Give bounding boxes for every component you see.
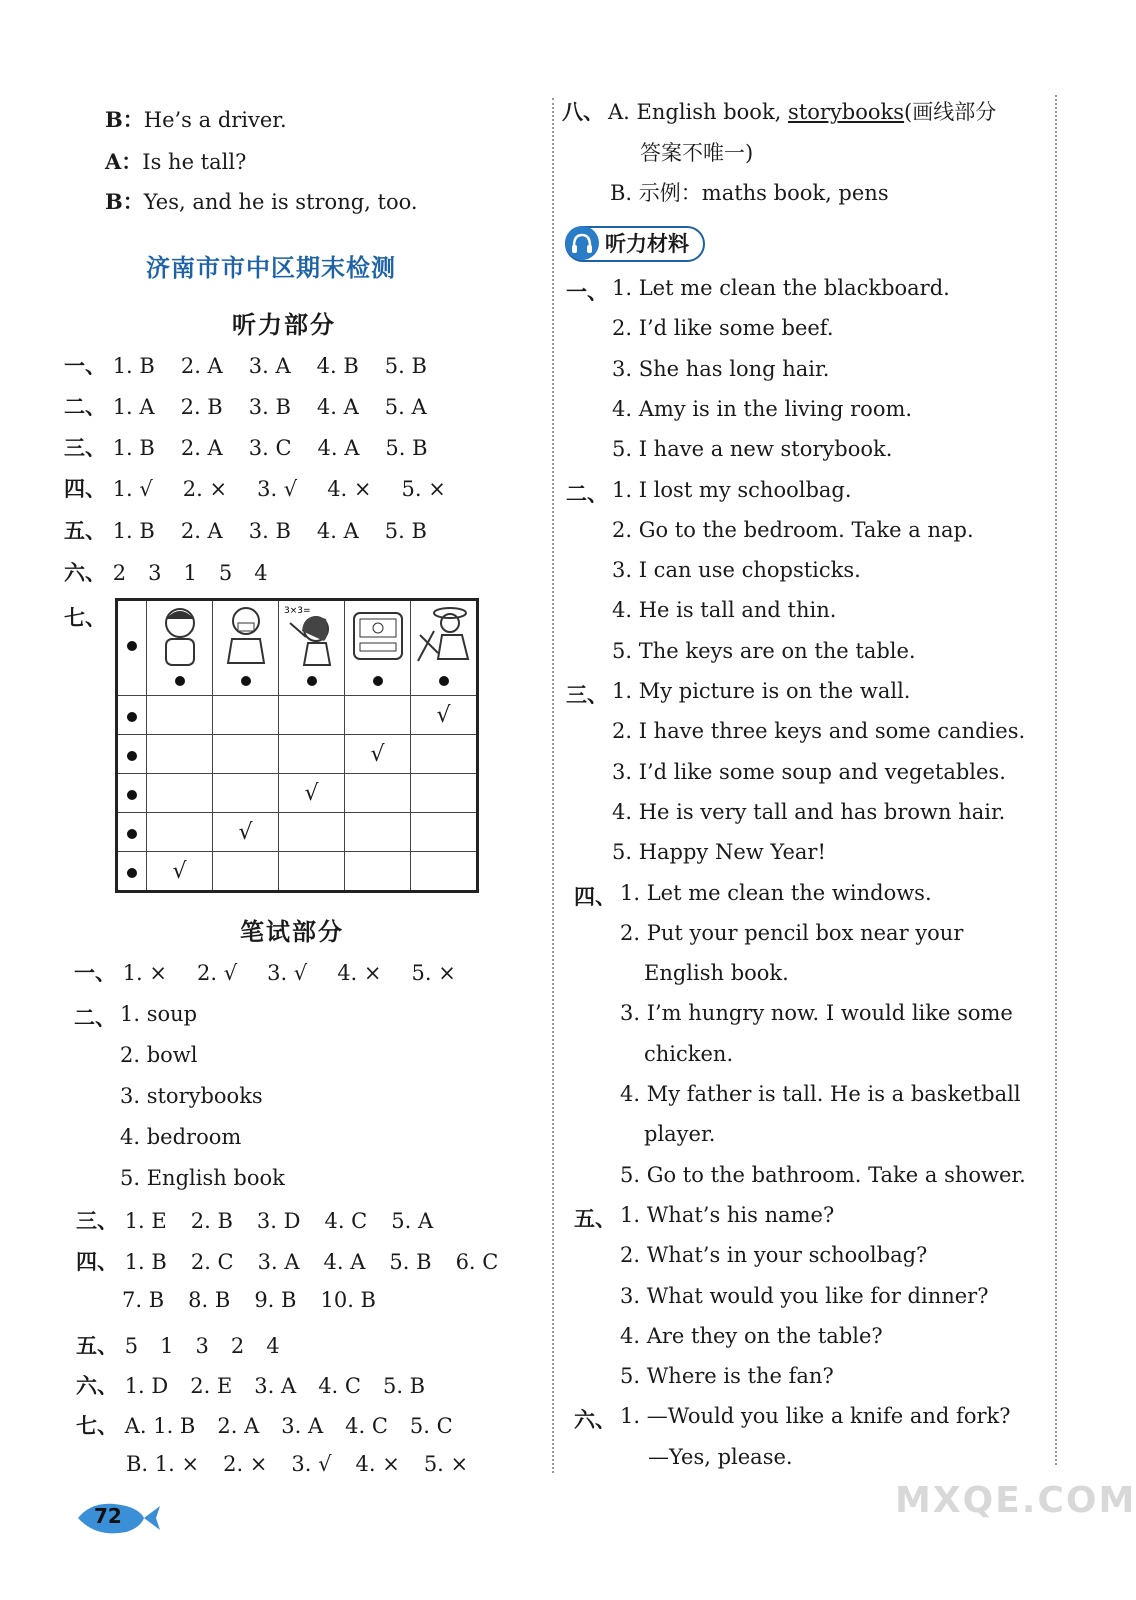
answer: 3. A — [281, 1414, 324, 1438]
grid-cell — [147, 813, 213, 852]
answer: 4 — [266, 1334, 280, 1358]
written-row-4a: 四、 1. B 2. C 3. A 4. A 5. B 6. C — [76, 1249, 499, 1274]
q8-a-note: 答案不唯一) — [640, 141, 754, 165]
bullet-dot — [127, 641, 137, 651]
answer: 1. E — [124, 1209, 167, 1233]
script-line: 3. I can use chopsticks. — [612, 558, 861, 583]
answer: 3. A — [257, 1250, 300, 1274]
answer: B. 1. × — [126, 1452, 200, 1476]
answer: 4. A — [323, 1250, 366, 1274]
script-line: 1. What’s his name? — [620, 1202, 835, 1227]
answer: 1. B — [112, 436, 155, 460]
page-number: 72 — [94, 1504, 122, 1528]
listening-material-badge: 听力材料 — [565, 226, 705, 262]
answer: 8. B — [188, 1288, 231, 1312]
grid-cell — [345, 813, 411, 852]
section-label: 三、 — [566, 682, 608, 707]
section-label: 四、 — [574, 883, 616, 909]
bullet-dot — [127, 712, 137, 722]
answer: 2. √ — [197, 961, 238, 985]
grid-cell — [411, 813, 478, 852]
answer: 4. C — [318, 1374, 361, 1398]
answer: 2. E — [190, 1374, 233, 1398]
answer: 5. × — [401, 477, 446, 501]
grid-cell — [147, 735, 213, 774]
grid-cell — [279, 696, 345, 735]
written-row-3: 三、 1. E 2. B 3. D 4. C 5. A — [76, 1208, 434, 1233]
answer: 3. √ — [291, 1452, 332, 1476]
script-line: chicken. — [644, 1041, 734, 1066]
answer: 1. B — [112, 519, 155, 543]
section-label: 五、 — [574, 1205, 616, 1231]
q7-label: 七、 — [64, 605, 106, 630]
answer: 4. B — [316, 354, 359, 378]
bullet-dot — [127, 751, 137, 761]
script-line: English book. — [644, 961, 789, 986]
answer: 2. × — [223, 1452, 268, 1476]
script-line: 1. —Would you like a knife and fork? — [620, 1404, 1011, 1429]
answer: 5. B — [385, 436, 428, 460]
answer: 5. A — [391, 1209, 434, 1233]
picture-boy — [147, 600, 213, 696]
script-line: 4. He is very tall and has brown hair. — [612, 799, 1006, 824]
q8-label: 八、 — [562, 99, 604, 124]
answer: 2 — [230, 1334, 245, 1358]
q8-a-line: A. English book, storybooks(画线部分 — [608, 100, 997, 124]
dialogue-line-3: B：Yes, and he is strong, too. — [105, 189, 418, 214]
answer: 3. A — [248, 354, 291, 378]
grid-cell — [345, 852, 411, 892]
written-2-line: 5. English book — [120, 1166, 285, 1190]
script-line: player. — [644, 1122, 716, 1147]
answer: 1. B — [124, 1250, 167, 1274]
grid-cell — [345, 696, 411, 735]
answer: 5. B — [382, 1374, 426, 1398]
script-line: 3. She has long hair. — [612, 356, 830, 381]
answer: 4. C — [324, 1209, 368, 1233]
answer: 3. B — [248, 395, 291, 419]
script-line: 1. My picture is on the wall. — [612, 679, 911, 703]
grid-cell: √ — [279, 774, 345, 813]
doctor-illustration — [216, 601, 276, 689]
answer: 5. B — [389, 1250, 432, 1274]
grid-cell — [279, 735, 345, 774]
script-line: 2. What’s in your schoolbag? — [620, 1243, 928, 1268]
page-number-badge — [80, 1500, 150, 1534]
grid-cell: √ — [147, 852, 213, 892]
headphones-icon — [565, 226, 599, 260]
bullet-dot — [127, 829, 137, 839]
section-label: 二、 — [566, 480, 608, 506]
answer: 3. C — [248, 436, 292, 460]
script-line: 4. My father is tall. He is a basketball — [620, 1082, 1021, 1106]
grid-cell: √ — [345, 735, 411, 774]
script-line: 5. Happy New Year! — [612, 840, 826, 865]
boy-illustration — [150, 601, 210, 689]
written-2-line: 2. bowl — [120, 1043, 198, 1067]
answer: 1. × — [122, 961, 167, 985]
answer: 2. C — [190, 1250, 234, 1274]
script-line: 1. Let me clean the blackboard. — [612, 276, 950, 300]
bullet-dot — [127, 868, 137, 878]
grid-cell — [345, 774, 411, 813]
answer: 3 — [195, 1334, 209, 1358]
answer-row-5: 五、 1. B 2. A 3. B 4. A 5. B — [64, 518, 427, 543]
answer: 3. √ — [257, 477, 298, 501]
script-line: 4. He is tall and thin. — [612, 598, 837, 623]
picture-farmer — [411, 600, 478, 696]
script-line: 1. I lost my schoolbag. — [612, 477, 852, 502]
answer: 3 — [148, 561, 162, 585]
watermark: MXQE.COM — [895, 1480, 1136, 1521]
written-row-5: 五、 5 1 3 2 4 — [76, 1333, 280, 1358]
picture-doctor — [213, 600, 279, 696]
answer-row-4: 四、 1. √ 2. × 3. √ 4. × 5. × — [64, 476, 446, 501]
answer: 1 — [160, 1334, 174, 1358]
grid-cell — [147, 696, 213, 735]
listening-section-title: 听力部分 — [232, 311, 336, 339]
written-2-line: 4. bedroom — [120, 1125, 242, 1149]
answer: 5. × — [411, 961, 456, 985]
bullet-dot — [127, 790, 137, 800]
script-line: 2. I have three keys and some candies. — [612, 719, 1026, 744]
written-row-4b — [122, 1288, 376, 1312]
answer: 4. A — [316, 395, 359, 419]
grid-cell: √ — [411, 696, 478, 735]
script-line: 5. Go to the bathroom. Take a shower. — [620, 1162, 1026, 1187]
answer-row-2: 二、 1. A 2. B 3. B 4. A 5. A — [64, 394, 427, 419]
answer: 1 — [183, 561, 197, 585]
answer: 4. × — [337, 961, 382, 985]
script-line: 2. Put your pencil box near your — [620, 920, 964, 945]
answer: 1. A — [112, 395, 155, 419]
answer: 2. A — [180, 436, 223, 460]
written-row-1: 一、 1. × 2. √ 3. √ 4. × 5. × — [74, 960, 456, 985]
answer-row-1: 一、 1. B 2. A 3. A 4. B 5. B — [64, 353, 427, 378]
answer: 3. D — [256, 1209, 301, 1233]
answer: 2 — [112, 561, 127, 585]
script-line: 5. I have a new storybook. — [612, 437, 893, 462]
script-line: 5. Where is the fan? — [620, 1364, 834, 1389]
answer: 1. √ — [112, 477, 153, 501]
answer: 3. A — [254, 1374, 297, 1398]
grid-cell — [147, 774, 213, 813]
answer: 5. B — [384, 519, 427, 543]
picture-driver — [345, 600, 411, 696]
answer: 4. C — [345, 1414, 388, 1438]
teacher-illustration — [282, 601, 342, 689]
q8-b-line: B. 示例：maths book, pens — [610, 181, 889, 205]
grid-cell — [411, 735, 478, 774]
answer: 2. B — [190, 1209, 233, 1233]
script-line: 1. Let me clean the windows. — [620, 880, 932, 905]
answer: 4. × — [355, 1452, 400, 1476]
script-line: 4. Amy is in the living room. — [612, 396, 913, 421]
script-line: —Yes, please. — [648, 1444, 793, 1469]
script-line: 5. The keys are on the table. — [612, 638, 916, 663]
driver-illustration — [348, 601, 408, 689]
grid-cell — [279, 852, 345, 892]
answer-row-3: 三、 1. B 2. A 3. C 4. A 5. B — [64, 435, 428, 460]
script-line: 2. I’d like some beef. — [612, 316, 834, 341]
written-2-line: 1. soup — [120, 1002, 198, 1026]
matching-grid — [115, 598, 479, 893]
script-line: 3. I’m hungry now. I would like some — [620, 1001, 1013, 1026]
written-section-title: 笔试部分 — [240, 918, 344, 946]
underlined-answer: storybooks — [788, 100, 905, 124]
grid-cell — [213, 774, 279, 813]
answer: 2. A — [180, 354, 223, 378]
grid-cell — [213, 735, 279, 774]
answer: 2. A — [180, 519, 223, 543]
grid-cell — [411, 852, 478, 892]
written-row-7b — [126, 1452, 468, 1476]
grid-cell — [213, 696, 279, 735]
written-2-label: 二、 — [74, 1005, 116, 1030]
answer: 5. B — [384, 354, 427, 378]
answer: 9. B — [254, 1288, 297, 1312]
answer: 2. × — [182, 477, 228, 501]
answer: 4 — [254, 561, 268, 585]
answer: 5. C — [409, 1414, 453, 1438]
answer: 5 — [218, 561, 233, 585]
answer: 7. B — [122, 1288, 165, 1312]
answer: 5. × — [423, 1452, 469, 1476]
answer: A. 1. B — [124, 1414, 196, 1438]
section-label: 六、 — [574, 1407, 616, 1433]
answer: 4. × — [327, 477, 372, 501]
grid-cell: √ — [213, 813, 279, 852]
answer: 10. B — [320, 1288, 376, 1312]
column-divider — [552, 98, 554, 1473]
farmer-illustration — [414, 601, 474, 689]
answer: 3. √ — [267, 961, 308, 985]
written-row-7a: 七、 A. 1. B 2. A 3. A 4. C 5. C — [76, 1413, 453, 1438]
answer: 3. B — [248, 519, 291, 543]
answer: 2. B — [180, 395, 223, 419]
script-line: 4. Are they on the table? — [620, 1323, 883, 1348]
test-title: 济南市市中区期末检测 — [146, 254, 396, 282]
answer: 2. A — [217, 1414, 260, 1438]
answer: 5 — [124, 1334, 139, 1358]
svg-text:3×3=: 3×3= — [283, 606, 311, 616]
written-2-line: 3. storybooks — [120, 1084, 263, 1108]
grid-cell — [213, 852, 279, 892]
dialogue-line-1: B：He’s a driver. — [105, 107, 287, 132]
right-border — [1055, 95, 1057, 1465]
answer: 5. A — [384, 395, 427, 419]
section-label: 一、 — [566, 279, 608, 304]
script-line: 2. Go to the bedroom. Take a nap. — [612, 517, 974, 542]
picture-teacher — [279, 600, 345, 696]
answer: 4. A — [316, 519, 359, 543]
dialogue-line-2: A：Is he tall? — [105, 149, 247, 174]
script-line: 3. What would you like for dinner? — [620, 1283, 989, 1308]
answer: 4. A — [317, 436, 360, 460]
grid-cell — [279, 813, 345, 852]
answer: 1. B — [112, 354, 155, 378]
grid-cell — [411, 774, 478, 813]
answer-row-6: 六、 2 3 1 5 4 — [64, 560, 268, 585]
answer: 1. D — [124, 1374, 169, 1398]
script-line: 3. I’d like some soup and vegetables. — [612, 759, 1006, 784]
written-row-6: 六、 1. D 2. E 3. A 4. C 5. B — [76, 1373, 426, 1398]
answer: 6. C — [455, 1250, 499, 1274]
